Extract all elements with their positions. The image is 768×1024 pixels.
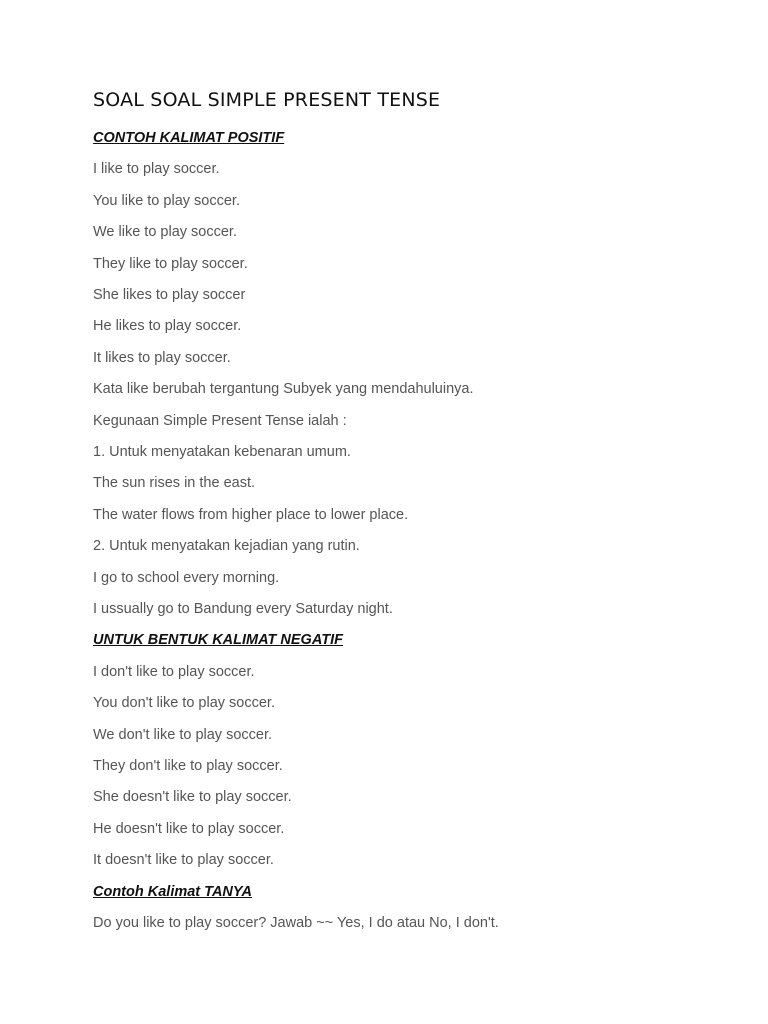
text-line: You like to play soccer. xyxy=(93,192,240,209)
text-line: I go to school every morning. xyxy=(93,569,280,586)
section-heading: Contoh Kalimat TANYA xyxy=(93,883,252,900)
text-line: The sun rises in the east. xyxy=(93,475,255,492)
text-line: Do you like to play soccer? Jawab ~~ Yes, I do atau No, I don't. xyxy=(93,915,499,931)
document-title: SOAL SOAL SIMPLE PRESENT TENSE xyxy=(93,89,441,111)
text-line: They like to play soccer. xyxy=(93,255,248,272)
section-heading: UNTUK BENTUK KALIMAT NEGATIF xyxy=(93,632,343,649)
text-line: 1. Untuk menyatakan kebenaran umum. xyxy=(93,444,351,460)
text-line: He doesn't like to play soccer. xyxy=(93,820,285,837)
text-line: I like to play soccer. xyxy=(93,161,220,178)
text-line: I don't like to play soccer. xyxy=(93,663,255,680)
section-heading: CONTOH KALIMAT POSITIF xyxy=(93,130,285,146)
text-line: She likes to play soccer xyxy=(93,287,246,303)
text-line: It likes to play soccer. xyxy=(93,349,231,366)
text-line: Kata like berubah tergantung Subyek yang mendahuluinya. xyxy=(93,381,474,398)
text-line: Kegunaan Simple Present Tense ialah : xyxy=(93,412,347,429)
text-line: I ussually go to Bandung every Saturday night. xyxy=(93,601,393,617)
text-line: They don't like to play soccer. xyxy=(93,758,283,774)
text-line: You don't like to play soccer. xyxy=(93,695,275,712)
text-line: The water flows from higher place to lower place. xyxy=(93,506,409,523)
text-line: It doesn't like to play soccer. xyxy=(93,852,274,869)
text-line: We don't like to play soccer. xyxy=(93,726,273,743)
text-line: We like to play soccer. xyxy=(93,224,237,241)
text-line: She doesn't like to play soccer. xyxy=(93,789,292,806)
text-line: He likes to play soccer. xyxy=(93,318,242,335)
text-line: 2. Untuk menyatakan kejadian yang rutin. xyxy=(93,538,360,555)
